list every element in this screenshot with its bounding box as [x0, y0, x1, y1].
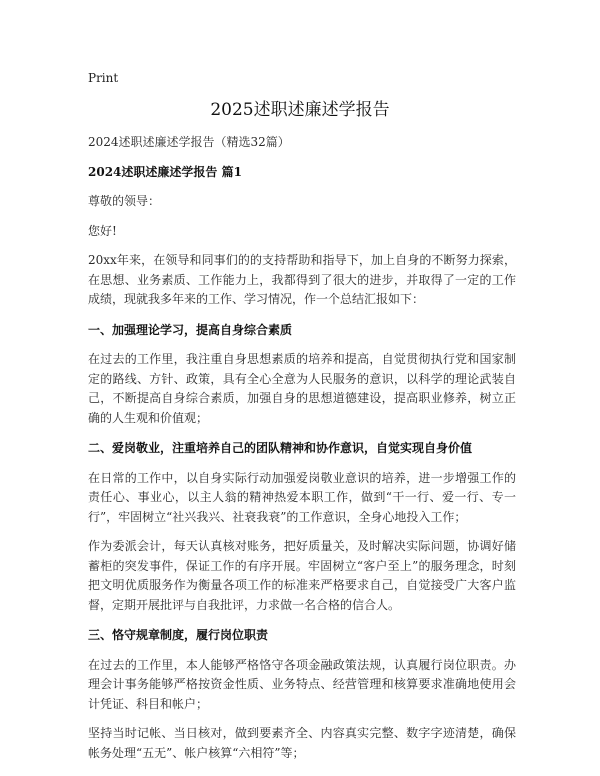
salutation: 尊敬的领导：	[88, 194, 161, 208]
section-3-paragraph-2: 坚持当时记帐、当日核对，做到要素齐全、内容真实完整、数字字迹清楚，确保帐务处理“五无”、帐户核算“六相符”等；	[88, 726, 516, 760]
section-heading-3: 三、恪守规章制度，履行岗位职责	[88, 628, 269, 642]
document-subtitle: 2024述职述廉述学报告（精选32篇）	[88, 135, 290, 149]
section-heading-1: 一、加强理论学习，提高自身综合素质	[88, 322, 293, 337]
document-title: 2025述职述廉述学报告	[210, 100, 390, 120]
section-heading-2: 二、爱岗敬业，注重培养自己的团队精神和协作意识，自觉实现自身价值	[88, 441, 473, 455]
section-heading-part1: 2024述职述廉述学报告 篇1	[88, 164, 242, 179]
document-body	[88, 133, 516, 773]
section-2-paragraph-2: 作为委派会计，每天认真核对账务，把好质量关，及时解决实际问题，协调好储蓄柜的突发事件，保证工作的有序开展。牢固树立“客户至上”的服务理念，时刻把文明优质服务作为衡量各项工作的标准来严格要求自己，自觉接受广大客户监督，定期开展批评与自我批评，力求做一名合格的信合人。	[88, 539, 516, 612]
intro-paragraph: 20xx年来，在领导和同事们的的支持帮助和指导下，加上自身的不断努力探索，在思想、业务素质、工作能力上，我都得到了很大的进步，并取得了一定的工作成绩，现就我多年来的工作、学习情况，作一个总结汇报如下：	[88, 253, 516, 306]
section-1-paragraph: 在过去的工作里，我注重自身思想素质的培养和提高，自觉贯彻执行党和国家制定的路线、方针、政策，具有全心全意为人民服务的意识，以科学的理论武装自己，不断提高自身综合素质，加强自身的思想道德建设，提高职业修养，树立正确的人生观和价值观；	[88, 352, 516, 425]
section-2-paragraph-1: 在日常的工作中，以自身实际行动加强爱岗敬业意识的培养，进一步增强工作的责任心、事业心，以主人翁的精神热爱本职工作，做到“干一行、爱一行、专一行”，牢固树立“社兴我兴、社衰我衰”的工作意识，全身心地投入工作；	[88, 470, 516, 524]
section-3-paragraph-1: 在过去的工作里，本人能够严格恪守各项金融政策法规，认真履行岗位职责。办理会计事务能够严格按资金性质、业务特点、经营管理和核算要求准确地使用会计凭证、科目和帐户；	[88, 657, 516, 711]
print-label[interactable]: Print	[88, 71, 119, 85]
greeting: 您好!	[88, 223, 117, 238]
